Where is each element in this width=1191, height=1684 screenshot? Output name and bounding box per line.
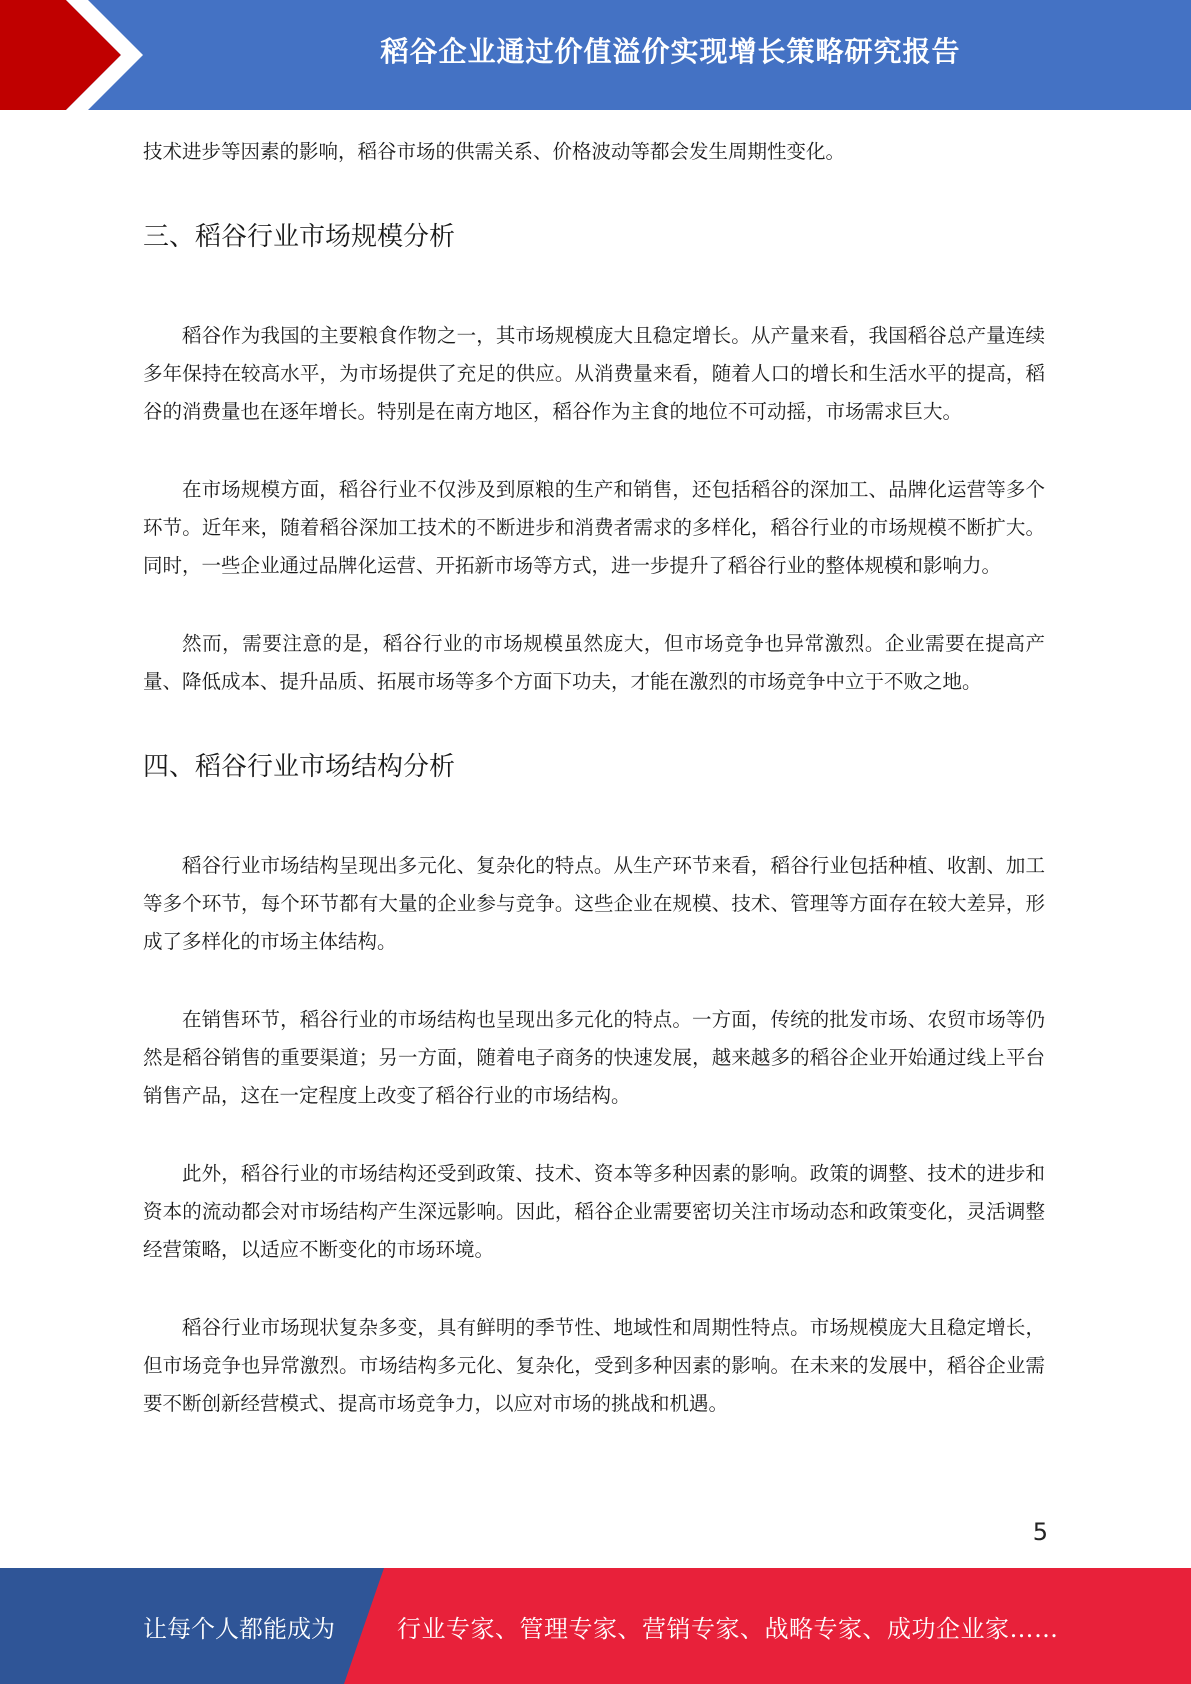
paragraph: 然而，需要注意的是，稻谷行业的市场规模虽然庞大，但市场竞争也异常激烈。企业需要在提高产量、降低成本、提升品质、拓展市场等多个方面下功夫，才能在激烈的市场竞争中立于不败之地。 (143, 632, 1045, 693)
intro-line: 技术进步等因素的影响，稻谷市场的供需关系、价格波动等都会发生周期性变化。 (143, 140, 846, 163)
page-number: 5 (1032, 1518, 1048, 1546)
paragraph: 稻谷行业市场现状复杂多变，具有鲜明的季节性、地域性和周期性特点。市场规模庞大且稳定增长，但市场竞争也异常激烈。市场结构多元化、复杂化，受到多种因素的影响。在未来的发展中，稻谷企业需要不断创新经营模式、提高市场竞争力，以应对市场的挑战和机遇。 (143, 1316, 1045, 1415)
paragraph: 稻谷作为我国的主要粮食作物之一，其市场规模庞大且稳定增长。从产量来看，我国稻谷总产量连续多年保持在较高水平，为市场提供了充足的供应。从消费量来看，随着人口的增长和生活水平的提高，稻谷的消费量也在逐年增长。特别是在南方地区，稻谷作为主食的地位不可动摇，市场需求巨大。 (143, 324, 1045, 423)
paragraph: 在销售环节，稻谷行业的市场结构也呈现出多元化的特点。一方面，传统的批发市场、农贸市场等仍然是稻谷销售的重要渠道；另一方面，随着电子商务的快速发展，越来越多的稻谷企业开始通过线上平台销售产品，这在一定程度上改变了稻谷行业的市场结构。 (143, 1008, 1045, 1107)
footer-slogan-right: 行业专家、管理专家、营销专家、战略专家、成功企业家…… (397, 1614, 1059, 1643)
section-heading-3: 三、稻谷行业市场规模分析 (143, 222, 456, 252)
header-title: 稻谷企业通过价值溢价实现增长策略研究报告 (380, 35, 961, 68)
paragraph: 此外，稻谷行业的市场结构还受到政策、技术、资本等多种因素的影响。政策的调整、技术的进步和资本的流动都会对市场结构产生深远影响。因此，稻谷企业需要密切关注市场动态和政策变化，灵活调整经营策略，以适应不断变化的市场环境。 (143, 1162, 1045, 1261)
paragraph: 在市场规模方面，稻谷行业不仅涉及到原粮的生产和销售，还包括稻谷的深加工、品牌化运营等多个环节。近年来，随着稻谷深加工技术的不断进步和消费者需求的多样化，稻谷行业的市场规模不断扩大。同时，一些企业通过品牌化运营、开拓新市场等方式，进一步提升了稻谷行业的整体规模和影响力。 (143, 478, 1045, 577)
main-content (143, 133, 1045, 1423)
section-heading-4: 四、稻谷行业市场结构分析 (143, 752, 456, 782)
page-header (0, 0, 1191, 110)
page-footer (0, 1568, 1191, 1684)
paragraph: 稻谷行业市场结构呈现出多元化、复杂化的特点。从生产环节来看，稻谷行业包括种植、收割、加工等多个环节，每个环节都有大量的企业参与竞争。这些企业在规模、技术、管理等方面存在较大差异，形成了多样化的市场主体结构。 (143, 854, 1045, 953)
footer-slogan-left: 让每个人都能成为 (143, 1614, 335, 1643)
